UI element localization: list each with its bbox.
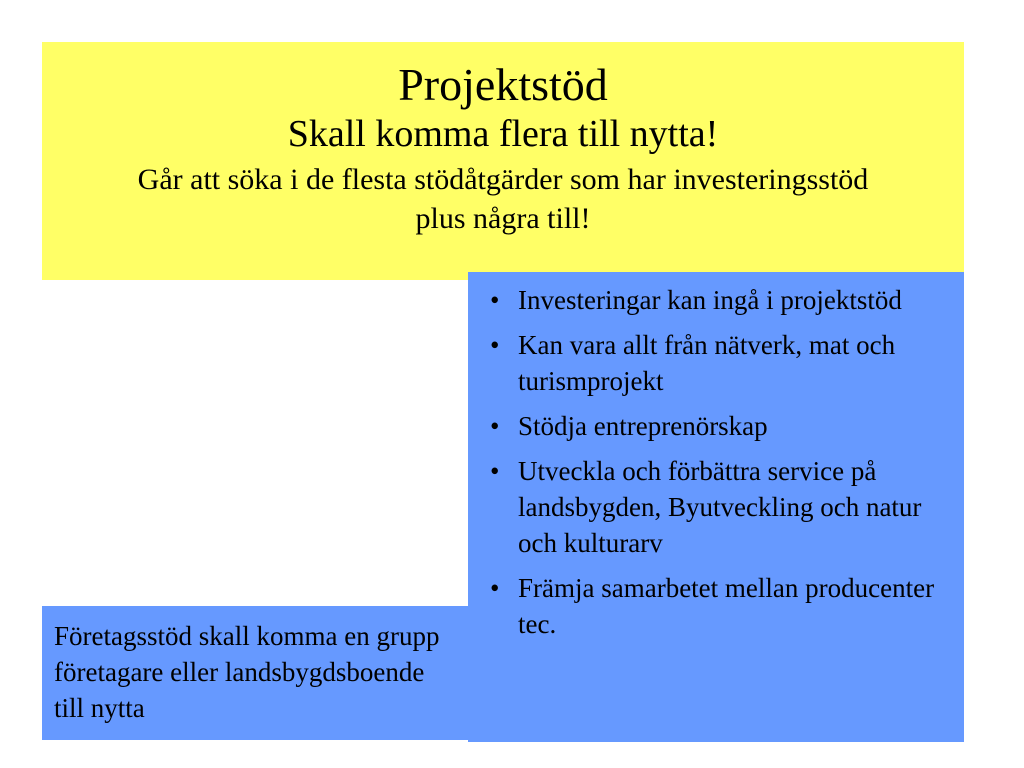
bullet-icon: • xyxy=(490,456,500,486)
bullet-icon: • xyxy=(490,330,500,360)
slide-subtitle-secondary: Går att söka i de flesta stödåtgärder som har investeringsstöd plus några till! xyxy=(137,163,869,235)
slide-title: Projektstöd xyxy=(398,59,608,110)
bullet-icon: • xyxy=(490,411,500,441)
bullet-item xyxy=(482,453,942,561)
title-box xyxy=(42,42,964,280)
bullet-item xyxy=(482,408,942,444)
bullet-text: Kan vara allt från nätverk, mat och turismprojekt xyxy=(518,330,896,396)
bullet-icon: • xyxy=(490,285,500,315)
bullet-item xyxy=(482,282,942,318)
bullet-text: Utveckla och förbättra service på landsbygden, Byutveckling och natur och kulturarv xyxy=(518,456,922,558)
bullet-item xyxy=(482,570,942,642)
bullet-text: Stödja entreprenörskap xyxy=(518,411,768,441)
note-text: Företagsstöd skall komma en grupp företagare eller landsbygdsboende till nytta xyxy=(54,621,440,723)
bullet-box xyxy=(468,272,964,742)
bullet-text: Främja samarbetet mellan producenter tec. xyxy=(518,573,935,639)
slide-subtitle: Skall komma flera till nytta! xyxy=(287,113,719,155)
bullet-icon: • xyxy=(490,573,500,603)
bullet-list xyxy=(482,282,942,642)
note-box xyxy=(42,606,470,740)
bullet-item xyxy=(482,327,942,399)
bullet-text: Investeringar kan ingå i projektstöd xyxy=(518,285,902,315)
